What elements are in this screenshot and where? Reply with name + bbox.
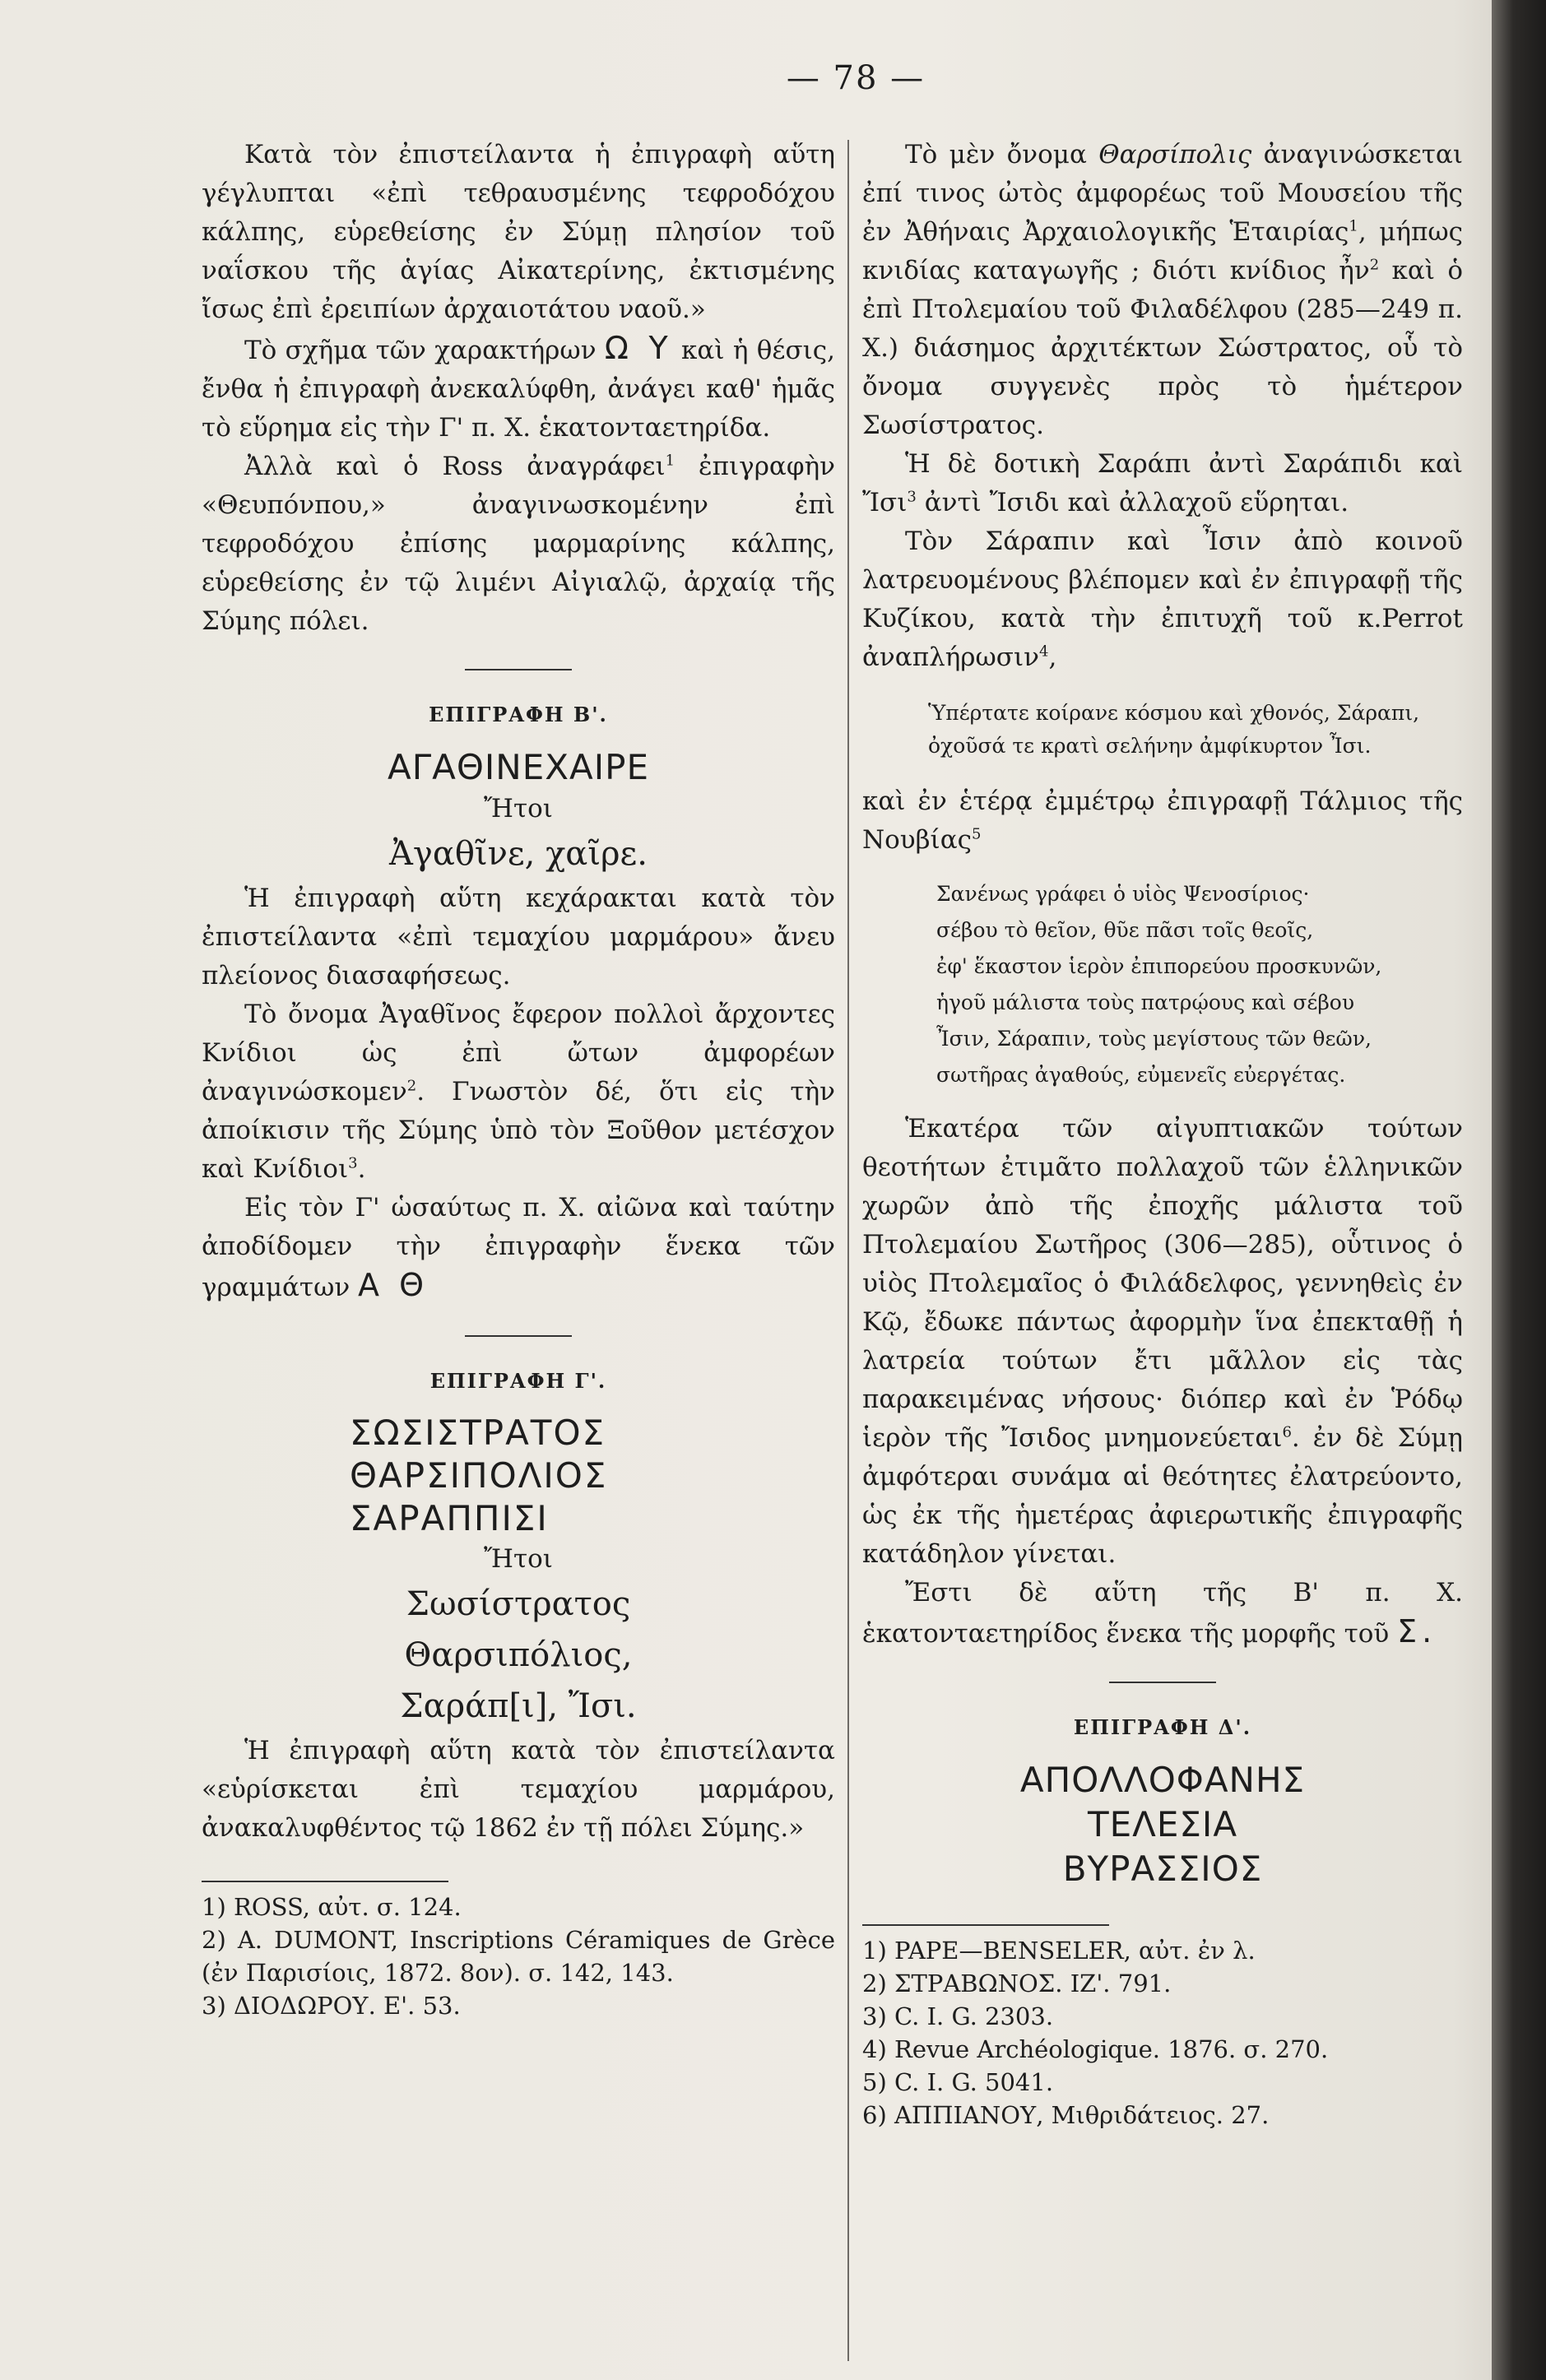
page-number: — 78 — [786,59,926,97]
footnote-ref: 5 [972,825,982,843]
right-paragraph-6 [862,1574,1463,1654]
verse-line: σωτῆρας ἀγαθούς, εὐμενεῖς εὐεργέτας. [936,1063,1346,1087]
text: ἐπιγραφὴν «Θευπόνπου,» ἀναγινωσκομένην ἐπὶ τεφροδόχου ἐπίσης μαρμαρίνης κάλπης, εὑρεθείσης ἐν τῷ λιμένι Αἰγιαλῷ, ἀρχαίᾳ τῆς Σύμης πόλει. [202,452,835,636]
name-perrot: Perrot [1381,604,1463,633]
inscription-c-transcription-3: Σαράπ[ι], Ἴσι. [400,1687,637,1725]
text: καὶ ὁ ἐπὶ Πτολεμαίου τοῦ Φιλαδέλφου (285—249 π. Χ.) διάσημος ἀρχιτέκτων Σώστρατος, οὗ τὸ ὄνομα συγγενὲς πρὸς τὸ ἡμέτερον Σωσίστρατος. [862,256,1463,440]
text: Τὸ μὲν ὄνομα [905,140,1087,169]
letter-forms: Α Θ [358,1267,429,1303]
text: καὶ ἐν ἑτέρᾳ ἐμμέτρῳ ἐπιγραφῇ Τάλμιος τῆς Νουβίας [862,786,1463,855]
text: Τὸ ὄνομα Ἀγαθῖνος ἔφερον πολλοὶ ἄρχοντες Κνίδιοι ὡς ἐπὶ ὤτων ἀμφορέων ἀναγινώσκομεν [202,1000,835,1106]
inscription-c-line-2: ΘΑΡΣΙΠΟΛΙΟΣ [350,1455,608,1496]
footnote: 6) ΑΠΠΙΑΝΟΥ, Μιθριδάτειος. 27. [862,2101,1270,2129]
inscription-c-heading: ΕΠΙΓΡΑΦΗ Γ'. [429,1369,607,1393]
left-paragraph-5 [202,995,835,1189]
letter-forms: Ω Υ [604,330,673,366]
right-paragraph-5 [862,1110,1463,1574]
footnote-ref: 1 [665,452,676,470]
footnote: 1) ROSS, αὐτ. σ. 124. [202,1893,462,1921]
verse-line: Ὑπέρτατε κοίρανε κόσμου καὶ χθονός, Σάραπι, [928,701,1420,725]
text: Ἀλλὰ καὶ ὁ Ross ἀναγράφει [244,452,666,481]
left-column [202,136,835,2022]
footnote-ref: 3 [907,488,917,506]
etoi-label: Ἤτοι [484,1544,553,1574]
text: . [357,1154,366,1184]
inscription-c-line-3: ΣΑΡΑΠΠΙΣΙ [350,1498,549,1538]
inscription-d-heading: ΕΠΙΓΡΑΦΗ Δ'. [1073,1715,1252,1739]
inscription-b-transcription: Ἀγαθῖνε, χαῖρε. [389,835,648,873]
text: . Γνωστὸν δέ, ὅτι εἰς τὴν ἀποίκισιν τῆς Σύμης ὑπὸ τὸν Ξοῦθον μετέσχον καὶ Κνίδιοι [202,1077,835,1184]
left-paragraph-3 [202,448,835,641]
left-paragraph-6 [202,1189,835,1307]
inscription-d-line-3: ΒΥΡΑΣΣΙΟΣ [1062,1849,1263,1889]
footnote-ref: 2 [1369,256,1380,274]
footnote-ref: 6 [1282,1423,1292,1441]
footnote-ref: 3 [348,1154,358,1172]
footnote-rule [862,1924,1109,1926]
text: ἀντὶ Ἴσιδι καὶ ἀλλαχοῦ εὕρηται. [924,488,1349,517]
name-italic: Θαρσίπολις [1098,140,1252,169]
verse-line: σέβου τὸ θεῖον, θῦε πᾶσι τοῖς θεοῖς, [936,918,1314,942]
text: Τὸν Σάραπιν καὶ Ἶσιν ἀπὸ κοινοῦ λατρευομένους βλέπομεν καὶ ἐν ἐπιγραφῇ τῆς Κυζίκου, κατὰ τὴν ἐπιτυχῆ τοῦ κ. [862,527,1463,633]
letter-form-sigma: Σ. [1397,1613,1437,1649]
inscription-c-transcription-1: Σωσίστρατος [406,1585,631,1623]
verse-line: ὀχοῦσά τε κρατὶ σελήνην ἀμφίκυρτον Ἶσι. [928,734,1372,758]
inscription-b-heading: ΕΠΙΓΡΑΦΗ Β'. [429,703,608,726]
text: , [1048,643,1057,672]
verse-quote-1 [862,697,1463,763]
text: Τὸ σχῆμα τῶν χαρακτήρων [244,336,597,365]
verse-line: Ἶσιν, Σάραπιν, τοὺς μεγίστους τῶν θεῶν, [936,1027,1372,1051]
text: Ἑκατέρα τῶν αἰγυπτιακῶν τούτων θεοτήτων ἐτιμᾶτο πολλαχοῦ τῶν ἑλληνικῶν χωρῶν ἀπὸ τῆς ἐποχῆς μάλιστα τοῦ Πτολεμαίου Σωτῆρος (306—285), οὗτινος ὁ υἱὸς Πτολεμαῖος ὁ Φιλάδελφος, γεννηθεὶς ἐν Κῷ, ἔδωκε πάντως ἀφορμὴν ἵνα ἐπεκταθῇ ἡ λατρεία τούτων ἔτι μᾶλλον εἰς τὰς παρακειμένας νήσους· διόπερ καὶ ἐν Ῥόδῳ ἱερὸν τῆς Ἴσιδος μνημονεύεται [862,1114,1463,1453]
right-paragraph-4 [862,782,1463,860]
etoi-label: Ἤτοι [484,794,553,823]
right-column [862,136,1463,2132]
text: Ἡ δὲ δοτικὴ Σαράπι ἀντὶ Σαράπιδι καὶ Ἴσι [862,449,1463,517]
right-paragraph-1 [862,136,1463,445]
inscription-c-transcription-2: Θαρσιπόλιος, [404,1636,633,1674]
footnote-ref: 4 [1038,643,1049,661]
right-paragraph-2 [862,445,1463,522]
left-paragraph-1: Κατὰ τὸν ἐπιστείλαντα ἡ ἐπιγραφὴ αὕτη γέγλυπται «ἐπὶ τεθραυσμένης τεφροδόχου κάλπης, εὑρεθείσης ἐν Σύμῃ πλησίον τοῦ ναΐσκου τῆς ἁγίας Αἰκατερίνης, ἐκτισμένης ἴσως ἐπὶ ἐρειπίων ἀρχαιοτάτου ναοῦ.» [202,140,835,324]
text: . ἐν δὲ Σύμῃ ἀμφότεραι συνάμα αἱ θεότητες ἐλατρεύοντο, ὡς ἐκ τῆς ἡμετέρας ἀφιερωτικῆς ἐπιγραφῆς κατάδηλον γίνεται. [862,1423,1463,1569]
column-divider [847,140,849,2361]
text: ἀναγινώσκεται ἐπί τινος ὠτὸς ἀμφορέως τοῦ Μουσείου τῆς ἐν Ἀθήναις Ἀρχαιολογικῆς Ἑταιρίας [862,140,1463,247]
left-paragraph-7: Ἡ ἐπιγραφὴ αὕτη κατὰ τὸν ἐπιστείλαντα «εὑρίσκεται ἐπὶ τεμαχίου μαρμάρου, ἀνακαλυφθέντος τῷ 1862 ἐν τῇ πόλει Σύμης.» [202,1736,835,1843]
page-edge-shadow [1492,0,1546,2380]
left-footnotes [202,1891,835,2022]
footnote: 2) ΣΤΡΑΒΩΝΟΣ. ΙΖ'. 791. [862,1969,1172,1997]
footnote: 4) Revue Archéologique. 1876. σ. 270. [862,2035,1329,2063]
inscription-d-line-1: ΑΠΟΛΛΟΦΑΝΗΣ [1019,1760,1306,1800]
left-paragraph-2 [202,329,835,448]
left-paragraph-4: Ἡ ἐπιγραφὴ αὕτη κεχάρακται κατὰ τὸν ἐπιστείλαντα «ἐπὶ τεμαχίου μαρμάρου» ἄνευ πλείονος διασαφήσεως. [202,884,835,991]
right-footnotes [862,1934,1463,2132]
verse-line: Σανένως γράφει ὁ υἱὸς Ψενοσίριος· [936,882,1310,906]
right-paragraph-3 [862,522,1463,677]
text: ἀναπλήρωσιν [862,643,1039,672]
footnote-ref: 2 [406,1077,417,1095]
footnote: 3) ΔΙΟΔΩΡΟΥ. Ε'. 53. [202,1992,461,2020]
verse-line: ἐφ' ἕκαστον ἱερὸν ἐπιπορεύου προσκυνῶν, [936,954,1382,978]
section-rule [1109,1682,1216,1683]
footnote: 5) C. I. G. 5041. [862,2068,1054,2096]
footnote: 1) PAPE—BENSELER, αὐτ. ἐν λ. [862,1937,1256,1965]
footnote-ref: 1 [1349,217,1358,235]
inscription-b-text: ΑΓΑΘΙΝΕΧΑΙΡΕ [387,747,650,787]
footnote: 2) A. DUMONT, Inscriptions Céramiques de Grèce (ἐν Παρισίοις, 1872. 8ον). σ. 142, 143. [202,1926,835,1987]
text: Ἔστι δὲ αὕτη τῆς Β' π. Χ. ἑκατονταετηρίδος ἕνεκα τῆς μορφῆς τοῦ [862,1578,1463,1649]
footnote: 3) C. I. G. 2303. [862,2002,1054,2030]
verse-quote-2 [862,876,1463,1093]
inscription-c-line-1: ΣΩΣΙΣΤΡΑΤΟΣ [350,1413,606,1453]
verse-line: ἡγοῦ μάλιστα τοὺς πατρῴους καὶ σέβου [936,991,1355,1014]
section-rule [465,1335,572,1337]
section-rule [465,669,572,670]
text: Εἰς τὸν Γ' ὡσαύτως π. Χ. αἰῶνα καὶ ταύτην ἀποδίδομεν τὴν ἐπιγραφὴν ἕνεκα τῶν γραμμάτων [202,1193,835,1302]
inscription-d-line-2: ΤΕΛΕΣΙΑ [1087,1804,1238,1844]
text: καὶ ἡ θέσις, ἔνθα ἡ ἐπιγραφὴ ἀνεκαλύφθη, ἀνάγει καθ' ἡμᾶς τὸ εὕρημα εἰς τὴν Γ' π. Χ. ἑκατονταετηρίδα. [202,336,836,443]
footnote-rule [202,1881,448,1882]
text: , μήπως κνιδίας καταγωγῆς ; διότι κνίδιος ἦν [862,217,1463,285]
